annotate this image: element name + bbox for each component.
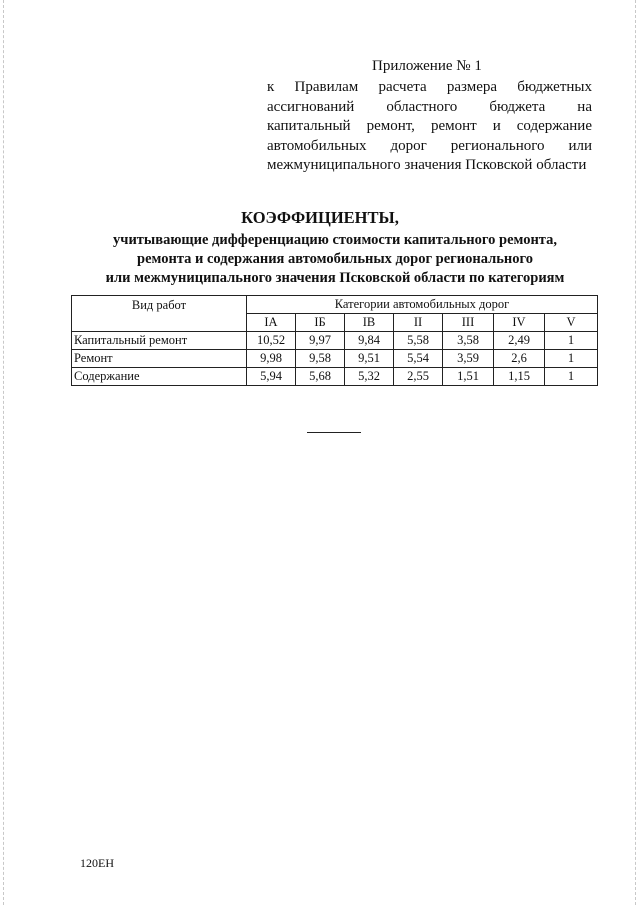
- table-cell: 10,52: [247, 332, 296, 350]
- subheading-line: ремонта и содержания автомобильных дорог регионального: [137, 251, 533, 267]
- table-cell: 1,51: [443, 368, 494, 386]
- table-cell: 3,58: [443, 332, 494, 350]
- page-edge-left: [3, 0, 4, 905]
- document-heading: КОЭФФИЦИЕНТЫ,: [241, 208, 399, 227]
- table-cell: 2,6: [494, 350, 545, 368]
- table-row: [72, 332, 598, 350]
- row-label: Содержание: [72, 368, 247, 386]
- subheading-line: или межмуниципального значения Псковской области по категориям: [105, 270, 565, 286]
- category-header: V: [545, 314, 598, 332]
- table-cell: 5,58: [394, 332, 443, 350]
- table-cell: 5,68: [296, 368, 345, 386]
- category-header: IA: [247, 314, 296, 332]
- category-header: IB: [345, 314, 394, 332]
- table-cell: 9,58: [296, 350, 345, 368]
- table-cell: 1: [545, 350, 598, 368]
- table-cell: 9,97: [296, 332, 345, 350]
- category-header: III: [443, 314, 494, 332]
- appendix-body: к Правилам расчета размера бюджетных ассигнований областного бюджета на капитальный ремонт, ремонт и содержание автомобильных дорог регионального или межмуниципального значения Псковской области: [267, 79, 592, 173]
- row-label: Ремонт: [72, 350, 247, 368]
- table-cell: 1: [545, 368, 598, 386]
- table-cell: 5,54: [394, 350, 443, 368]
- table-cell: 1: [545, 332, 598, 350]
- table-cell: 9,84: [345, 332, 394, 350]
- category-header: IБ: [296, 314, 345, 332]
- table-row: [72, 350, 598, 368]
- table-cell: 5,32: [345, 368, 394, 386]
- category-header: II: [394, 314, 443, 332]
- table-cell: 2,49: [494, 332, 545, 350]
- coefficients-table: [71, 295, 598, 386]
- subheading-line: учитывающие дифференциацию стоимости капитального ремонта,: [113, 232, 557, 248]
- separator-line: [307, 432, 361, 433]
- table-cell: 9,51: [345, 350, 394, 368]
- document-subheading: [70, 231, 600, 288]
- row-label: Капитальный ремонт: [72, 332, 247, 350]
- page-edge-right: [635, 0, 636, 905]
- table-cell: 2,55: [394, 368, 443, 386]
- column-header-work-type: Вид работ: [72, 296, 247, 332]
- footer-code: 120EH: [80, 856, 114, 870]
- table-cell: 9,98: [247, 350, 296, 368]
- table-row: [72, 368, 598, 386]
- column-header-categories: Категории автомобильных дорог: [247, 296, 598, 314]
- appendix-title: Приложение № 1: [372, 58, 482, 74]
- table-cell: 3,59: [443, 350, 494, 368]
- category-header: IV: [494, 314, 545, 332]
- table-cell: 1,15: [494, 368, 545, 386]
- table-cell: 5,94: [247, 368, 296, 386]
